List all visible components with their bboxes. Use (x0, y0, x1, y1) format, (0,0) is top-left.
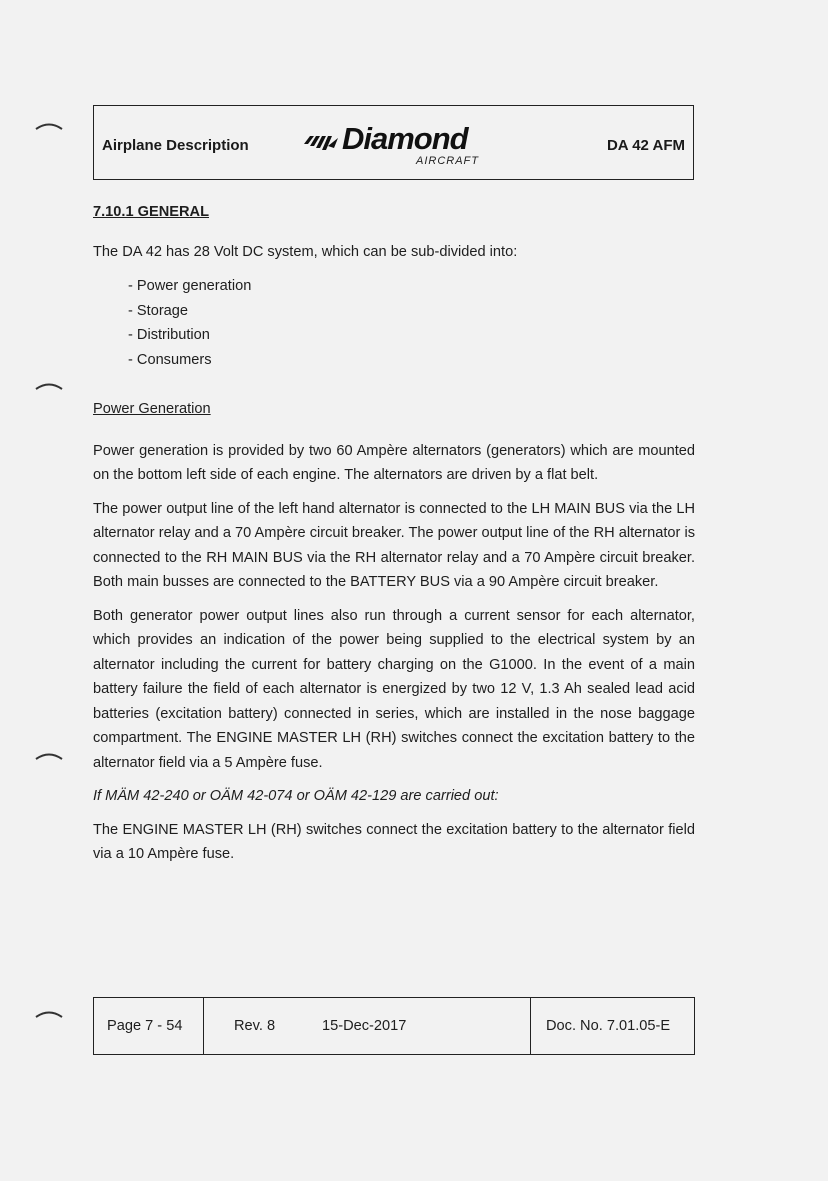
modification-note: If MÄM 42-240 or OÄM 42-074 or OÄM 42-129 are carried out: (93, 788, 499, 804)
body-paragraph: The power output line of the left hand alternator is connected to the LH MAIN BUS via the LH alternator relay and a 70 Ampère circuit breaker. The power output line of the RH alternator is connected to the RH MAIN BUS via the RH alternator relay and a 70 Ampère circuit breaker. Both main busses are connected to the BATTERY BUS via a 90 Ampère circuit breaker. (93, 500, 695, 590)
list-item: - Consumers (128, 351, 212, 368)
punch-mark (34, 380, 64, 392)
logo-subtitle: AIRCRAFT (416, 155, 479, 167)
body-paragraph: Power generation is provided by two 60 Ampère alternators (generators) which are mounted on the bottom left side of each engine. The alternators are driven by a flat belt. (93, 442, 695, 483)
footer-doc-cell (530, 998, 694, 1054)
document-number: Doc. No. 7.01.05-E (546, 1018, 671, 1034)
revision-date: 15-Dec-2017 (322, 1018, 407, 1034)
body-paragraph: The ENGINE MASTER LH (RH) switches connect the excitation battery to the alternator field via a 10 Ampère fuse. (93, 821, 695, 862)
power-generation-heading: Power Generation (93, 401, 211, 417)
intro-paragraph: The DA 42 has 28 Volt DC system, which can be sub-divided into: (93, 243, 518, 260)
page-number: Page 7 - 54 (107, 1018, 183, 1034)
section-heading: 7.10.1 GENERAL (93, 204, 209, 220)
page-footer (93, 997, 695, 1055)
subdivision-list (128, 274, 695, 372)
punch-mark (34, 1008, 64, 1020)
list-item: - Storage (128, 302, 189, 319)
logo-name: Diamond (342, 121, 468, 156)
punch-mark (34, 750, 64, 762)
page-header (93, 105, 694, 180)
header-section-title: Airplane Description (102, 137, 249, 154)
diamond-wings-icon (298, 128, 342, 154)
body-paragraph: Both generator power output lines also run through a current sensor for each alternator, which provides an indication of the power being supplied to the electrical system by an alternator including the current for battery charging on the G1000. In the event of a main battery failure the field of each alternator is energized by two 12 V, 1.3 Ah sealed lead acid batteries (excitation battery) connected in series, which are installed in the nose baggage compartment. The ENGINE MASTER LH (RH) switches connect the excitation battery to the alternator field via a 5 Ampère fuse. (93, 607, 695, 771)
page-body (93, 200, 695, 867)
list-item: - Power generation (128, 278, 252, 294)
header-manual-id: DA 42 AFM (606, 137, 685, 154)
list-item: - Distribution (128, 327, 210, 343)
revision-number: Rev. 8 (234, 1018, 276, 1034)
footer-page-cell (94, 998, 204, 1054)
diamond-logo (296, 119, 496, 169)
punch-mark (34, 120, 64, 132)
